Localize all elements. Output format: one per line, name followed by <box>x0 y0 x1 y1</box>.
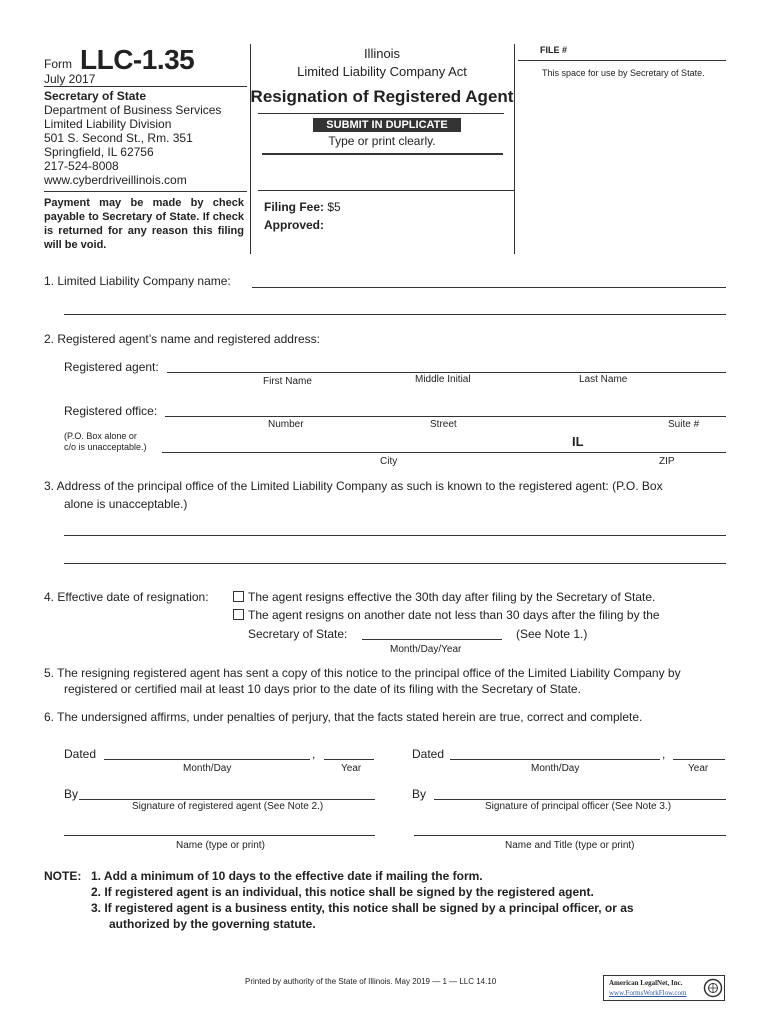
dated-label-left: Dated <box>64 747 97 761</box>
item4-label: 4. Effective date of resignation: <box>44 590 209 604</box>
note-3-cont: authorized by the governing statute. <box>109 917 316 931</box>
by-label-left: By <box>64 787 79 801</box>
zip-caption: ZIP <box>659 456 675 467</box>
sos-label: Secretary of State: <box>248 627 348 641</box>
legalnet-url[interactable]: www.FormsWorkFlow.com <box>609 989 687 997</box>
city-caption: City <box>380 456 398 467</box>
dated-comma-left: , <box>312 747 316 761</box>
title-divider <box>258 113 504 114</box>
po-note-2: c/o is unacceptable.) <box>64 442 147 452</box>
form-word: Form <box>44 57 72 71</box>
month-day-caption-right: Month/Day <box>531 763 580 774</box>
year-caption-right: Year <box>688 763 709 774</box>
type-print-note: Type or print clearly. <box>328 134 436 148</box>
note-2: 2. If registered agent is an individual, this notice shall be signed by the registered agent. <box>91 885 594 899</box>
note-label: NOTE: <box>44 869 82 883</box>
item3-line-1: 3. Address of the principal office of the Limited Liability Company as such is known to the registered agent: (P.O. Box <box>44 479 663 493</box>
option-other-date-label: The agent resigns on another date not less than 30 days after the filing by the <box>248 608 660 622</box>
item6-text: 6. The undersigned affirms, under penalties of perjury, that the facts stated herein are true, correct and complete. <box>44 710 643 724</box>
option-30-days-checkbox[interactable] <box>233 591 244 602</box>
dated-month-day-right[interactable] <box>450 759 660 760</box>
officer-signature-field[interactable] <box>434 799 726 800</box>
dept-line-5: 217-524-8008 <box>44 159 119 173</box>
submit-badge: SUBMIT IN DUPLICATE <box>313 118 461 132</box>
dept-line-1: Department of Business Services <box>44 103 222 117</box>
dated-year-left[interactable] <box>324 759 374 760</box>
agent-label: Registered agent: <box>64 360 159 374</box>
agent-signature-field[interactable] <box>79 799 375 800</box>
dated-label-right: Dated <box>412 747 445 761</box>
office-address-field[interactable] <box>165 416 726 417</box>
dated-comma-right: , <box>662 747 666 761</box>
footer-printed-by: Printed by authority of the State of Illinois. May 2019 — 1 — LLC 14.10 <box>245 977 497 986</box>
effective-date-field[interactable] <box>362 639 502 640</box>
approved-label: Approved: <box>264 218 324 232</box>
legalnet-company: American LegalNet, Inc. <box>609 979 683 987</box>
item5-line-2: registered or certified mail at least 10 days prior to the date of its filing with the Secretary of State. <box>64 682 581 696</box>
option-30-days <box>233 590 655 604</box>
dept-line-4: Springfield, IL 62756 <box>44 145 154 159</box>
item5-line-1: 5. The resigning registered agent has sent a copy of this notice to the principal office of the Limited Liability Company by <box>44 666 681 680</box>
file-divider <box>518 60 726 61</box>
payment-note: Payment may be made by check payable to Secretary of State. If check is returned for any reason this filing will be void. <box>44 197 244 251</box>
by-label-right: By <box>412 787 427 801</box>
option-other-date-checkbox[interactable] <box>233 609 244 620</box>
agent-name-caption: Name (type or print) <box>176 840 265 851</box>
last-name-caption: Last Name <box>579 374 628 385</box>
po-note-1: (P.O. Box alone or <box>64 431 137 441</box>
header-divider-2 <box>44 191 247 192</box>
see-note-1: (See Note 1.) <box>516 627 588 641</box>
item2-label: 2. Registered agent’s name and registered address: <box>44 332 320 346</box>
first-name-caption: First Name <box>263 376 312 387</box>
agent-name-print-field[interactable] <box>64 835 375 836</box>
file-note: This space for use by Secretary of State. <box>542 68 705 78</box>
principal-address-field[interactable] <box>64 535 726 536</box>
office-title: Secretary of State <box>44 89 147 103</box>
filing-fee-value: $5 <box>327 200 341 214</box>
item3-line-2: alone is unacceptable.) <box>64 497 188 511</box>
dated-month-day-left[interactable] <box>104 759 310 760</box>
dated-year-right[interactable] <box>673 759 725 760</box>
state-value: IL <box>572 434 584 449</box>
form-number: LLC-1.35 <box>80 44 195 75</box>
office-label: Registered office: <box>64 404 158 418</box>
month-day-year-caption: Month/Day/Year <box>390 644 462 655</box>
column-divider-2 <box>514 44 515 254</box>
legalnet-badge <box>603 975 725 1001</box>
title-divider-2 <box>262 153 503 155</box>
middle-initial-caption: Middle Initial <box>415 374 471 385</box>
year-caption-left: Year <box>341 763 362 774</box>
act-name: Limited Liability Company Act <box>297 64 467 79</box>
item1-label: 1. Limited Liability Company name: <box>44 274 231 288</box>
suite-caption: Suite # <box>668 419 700 430</box>
agent-signature-caption: Signature of registered agent (See Note 2.) <box>132 801 324 812</box>
agent-name-field[interactable] <box>167 372 726 373</box>
fee-divider <box>258 190 514 191</box>
dept-line-2: Limited Liability Division <box>44 117 172 131</box>
principal-address-field-2[interactable] <box>64 563 726 564</box>
legalnet-logo-icon <box>703 978 723 998</box>
month-day-caption-left: Month/Day <box>183 763 232 774</box>
header-divider <box>44 86 247 87</box>
state-name: Illinois <box>363 46 401 61</box>
option-30-days-label: The agent resigns effective the 30th day after filing by the Secretary of State. <box>248 590 656 604</box>
street-caption: Street <box>430 419 457 430</box>
form-date: July 2017 <box>44 72 96 86</box>
llc-name-field[interactable] <box>252 287 726 288</box>
file-label: FILE # <box>540 45 568 55</box>
page-title: Resignation of Registered Agent <box>250 87 514 106</box>
filing-fee <box>264 200 341 214</box>
dept-line-3: 501 S. Second St., Rm. 351 <box>44 131 193 145</box>
dept-line-6: www.cyberdriveillinois.com <box>44 173 187 187</box>
note-3: 3. If registered agent is a business entity, this notice shall be signed by a principal officer, or as <box>91 901 634 915</box>
officer-signature-caption: Signature of principal officer (See Note 3.) <box>485 801 672 812</box>
option-other-date <box>233 608 660 622</box>
city-zip-field[interactable] <box>162 452 726 453</box>
note-1: 1. Add a minimum of 10 days to the effective date if mailing the form. <box>91 869 483 883</box>
number-caption: Number <box>268 419 304 430</box>
llc-name-field-2[interactable] <box>64 314 726 315</box>
filing-fee-label: Filing Fee: <box>264 200 324 214</box>
officer-name-caption: Name and Title (type or print) <box>505 840 635 851</box>
officer-name-title-field[interactable] <box>414 835 726 836</box>
